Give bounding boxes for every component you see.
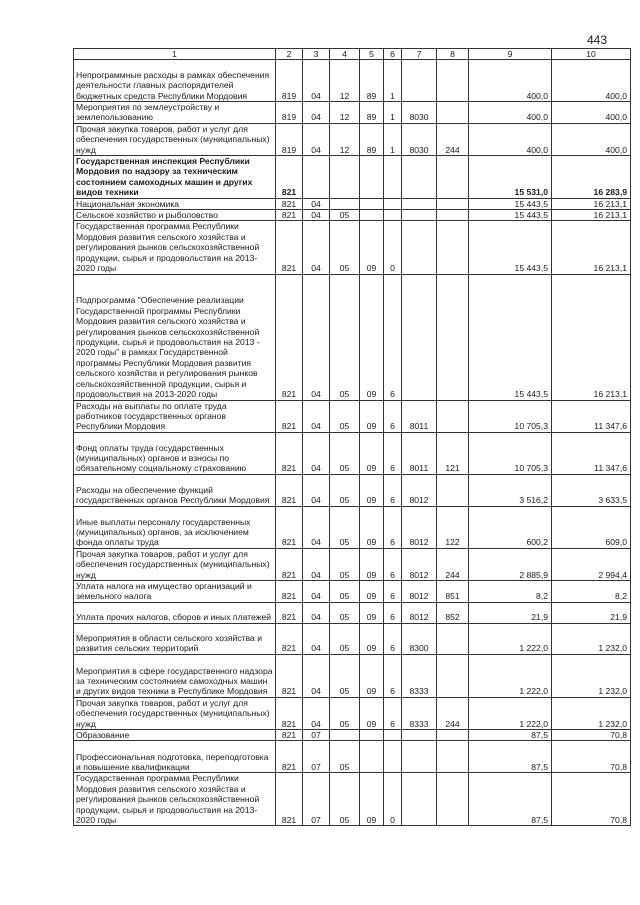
row-value-cell [437, 102, 469, 124]
row-value-cell: 09 [360, 697, 384, 729]
header-cell: 2 [276, 49, 303, 60]
row-value-cell: 400,0 [552, 60, 631, 102]
row-value-cell: 8,2 [469, 580, 552, 602]
row-value-cell: 04 [303, 198, 330, 209]
row-value-cell: 04 [303, 123, 330, 155]
row-value-cell [384, 156, 402, 199]
row-label-cell: Уплата налога на имущество организаций и земельного налога [74, 580, 276, 602]
row-value-cell: 70,8 [552, 741, 631, 773]
row-value-cell: 09 [360, 623, 384, 654]
row-value-cell [437, 729, 469, 740]
row-value-cell: 05 [330, 221, 360, 274]
row-value-cell: 8030 [402, 123, 437, 155]
header-cell: 5 [360, 49, 384, 60]
row-value-cell [437, 741, 469, 773]
header-cell: 8 [437, 49, 469, 60]
row-value-cell: 819 [276, 123, 303, 155]
row-value-cell: 05 [330, 432, 360, 474]
row-value-cell [437, 221, 469, 274]
row-value-cell: 10 705,3 [469, 400, 552, 432]
row-value-cell: 6 [384, 580, 402, 602]
row-label-cell: Государственная программа Республики Мордовия развития сельского хозяйства и регулирования рынков сельскохозяйственной продукции, сырья и продовольствия на 2013-2020 годы [74, 221, 276, 274]
row-value-cell: 8012 [402, 602, 437, 623]
row-value-cell: 11 347,6 [552, 432, 631, 474]
row-value-cell: 09 [360, 602, 384, 623]
table-row [74, 623, 631, 654]
row-value-cell [384, 729, 402, 740]
row-value-cell: 6 [384, 697, 402, 729]
row-value-cell: 1 232,0 [552, 654, 631, 697]
row-value-cell: 851 [437, 580, 469, 602]
row-value-cell: 09 [360, 548, 384, 580]
row-value-cell: 821 [276, 198, 303, 209]
row-value-cell: 04 [303, 623, 330, 654]
table-row [74, 773, 631, 826]
row-value-cell: 121 [437, 432, 469, 474]
header-cell: 1 [74, 49, 276, 60]
table-row [74, 741, 631, 773]
row-label-cell: Профессиональная подготовка, переподготовка и повышение квалификации [74, 741, 276, 773]
row-value-cell: 09 [360, 221, 384, 274]
row-value-cell [360, 156, 384, 199]
header-cell: 7 [402, 49, 437, 60]
row-label-cell: Прочая закупка товаров, работ и услуг для обеспечения государственных (муниципальных) нужд [74, 123, 276, 155]
row-value-cell: 821 [276, 474, 303, 506]
table-row [74, 60, 631, 102]
table-row [74, 474, 631, 506]
row-value-cell [437, 654, 469, 697]
table-row [74, 602, 631, 623]
row-value-cell: 6 [384, 274, 402, 400]
row-value-cell: 1 [384, 102, 402, 124]
row-value-cell [384, 198, 402, 209]
row-value-cell: 821 [276, 156, 303, 199]
row-value-cell [303, 156, 330, 199]
row-value-cell: 70,8 [552, 729, 631, 740]
row-value-cell [437, 198, 469, 209]
row-value-cell: 15 443,5 [469, 221, 552, 274]
row-value-cell: 09 [360, 506, 384, 548]
row-value-cell: 1 232,0 [552, 697, 631, 729]
row-value-cell [360, 741, 384, 773]
row-value-cell: 821 [276, 548, 303, 580]
row-label-cell: Мероприятия в области сельского хозяйства и развития сельских территорий [74, 623, 276, 654]
row-value-cell: 05 [330, 773, 360, 826]
row-value-cell: 04 [303, 697, 330, 729]
row-value-cell: 09 [360, 274, 384, 400]
row-value-cell: 04 [303, 210, 330, 221]
row-value-cell: 3 633,5 [552, 474, 631, 506]
header-cell: 4 [330, 49, 360, 60]
row-value-cell: 1 232,0 [552, 623, 631, 654]
row-value-cell: 04 [303, 580, 330, 602]
row-value-cell: 8012 [402, 506, 437, 548]
row-value-cell: 3 516,2 [469, 474, 552, 506]
row-value-cell: 05 [330, 697, 360, 729]
row-value-cell [402, 773, 437, 826]
row-value-cell: 8011 [402, 400, 437, 432]
row-value-cell: 15 443,5 [469, 210, 552, 221]
table-row [74, 654, 631, 697]
row-value-cell: 821 [276, 580, 303, 602]
row-value-cell: 09 [360, 654, 384, 697]
table-row [74, 198, 631, 209]
row-value-cell: 821 [276, 741, 303, 773]
row-value-cell: 821 [276, 274, 303, 400]
row-label-cell: Мероприятия в сфере государственного надзора за техническим состоянием самоходных машин и других видов техники в Республике Мордовия [74, 654, 276, 697]
row-value-cell: 1 [384, 60, 402, 102]
row-value-cell: 89 [360, 102, 384, 124]
row-value-cell: 8,2 [552, 580, 631, 602]
row-value-cell: 05 [330, 580, 360, 602]
row-value-cell [437, 60, 469, 102]
row-value-cell: 244 [437, 697, 469, 729]
row-value-cell [437, 474, 469, 506]
row-value-cell: 8300 [402, 623, 437, 654]
row-value-cell: 6 [384, 474, 402, 506]
row-value-cell [437, 274, 469, 400]
row-value-cell: 05 [330, 602, 360, 623]
row-value-cell: 16 213,1 [552, 210, 631, 221]
row-value-cell [330, 156, 360, 199]
row-value-cell: 05 [330, 474, 360, 506]
row-value-cell: 2 994,4 [552, 548, 631, 580]
row-value-cell: 16 213,1 [552, 274, 631, 400]
row-value-cell: 400,0 [469, 60, 552, 102]
row-label-cell: Непрограммные расходы в рамках обеспечения деятельности главных распорядителей бюджетных средств Республики Мордовия [74, 60, 276, 102]
row-value-cell: 821 [276, 623, 303, 654]
row-value-cell [384, 741, 402, 773]
table-row [74, 210, 631, 221]
row-value-cell: 1 222,0 [469, 697, 552, 729]
row-label-cell: Прочая закупка товаров, работ и услуг для обеспечения государственных (муниципальных) нужд [74, 548, 276, 580]
row-value-cell: 400,0 [552, 123, 631, 155]
row-value-cell: 821 [276, 221, 303, 274]
row-label-cell: Сельское хозяйство и рыболовство [74, 210, 276, 221]
header-cell: 10 [552, 49, 631, 60]
row-value-cell: 400,0 [469, 102, 552, 124]
row-value-cell: 07 [303, 741, 330, 773]
row-value-cell: 1 [384, 123, 402, 155]
table-row [74, 729, 631, 740]
row-value-cell: 05 [330, 654, 360, 697]
row-value-cell: 6 [384, 548, 402, 580]
row-value-cell: 05 [330, 548, 360, 580]
row-value-cell [402, 156, 437, 199]
row-value-cell [437, 623, 469, 654]
row-value-cell: 09 [360, 773, 384, 826]
row-value-cell: 0 [384, 221, 402, 274]
budget-table [73, 48, 631, 826]
row-value-cell: 05 [330, 210, 360, 221]
row-value-cell: 04 [303, 474, 330, 506]
row-value-cell: 6 [384, 623, 402, 654]
row-label-cell: Уплата прочих налогов, сборов и иных платежей [74, 602, 276, 623]
row-value-cell: 8012 [402, 580, 437, 602]
row-value-cell: 04 [303, 60, 330, 102]
row-value-cell [402, 274, 437, 400]
row-label-cell: Подпрограмма "Обеспечение реализации Государственной программы Республики Мордовия развития сельского хозяйства и регулирования рынков сельскохозяйственной продукции, сырья и продовольствия на 2013 - 2020 годы" в рамках Государственной программы Республики Мордовия развития сельского хозяйства и регулирования рынков сельскохозяйственной продукции, сырья и продовольствия на 2013-2020 годы [74, 274, 276, 400]
row-value-cell: 821 [276, 729, 303, 740]
row-value-cell [437, 156, 469, 199]
row-value-cell: 12 [330, 60, 360, 102]
row-value-cell [330, 198, 360, 209]
row-value-cell: 09 [360, 580, 384, 602]
row-value-cell: 05 [330, 274, 360, 400]
row-value-cell: 821 [276, 697, 303, 729]
row-value-cell [330, 729, 360, 740]
row-value-cell: 821 [276, 602, 303, 623]
row-value-cell: 12 [330, 102, 360, 124]
row-value-cell: 87,5 [469, 773, 552, 826]
row-value-cell [402, 221, 437, 274]
row-value-cell [437, 773, 469, 826]
row-value-cell: 89 [360, 60, 384, 102]
row-value-cell: 09 [360, 432, 384, 474]
row-value-cell [360, 210, 384, 221]
row-value-cell: 12 [330, 123, 360, 155]
row-value-cell: 122 [437, 506, 469, 548]
row-value-cell: 15 443,5 [469, 274, 552, 400]
table-row [74, 580, 631, 602]
row-value-cell: 6 [384, 400, 402, 432]
row-label-cell: Государственная программа Республики Мордовия развития сельского хозяйства и регулирования рынков сельскохозяйственной продукции, сырья и продовольствия на 2013-2020 годы [74, 773, 276, 826]
row-value-cell: 04 [303, 102, 330, 124]
row-value-cell: 821 [276, 773, 303, 826]
row-value-cell: 09 [360, 474, 384, 506]
row-value-cell: 04 [303, 548, 330, 580]
table-row [74, 432, 631, 474]
row-label-cell: Образование [74, 729, 276, 740]
table-row [74, 102, 631, 124]
row-value-cell [402, 198, 437, 209]
row-value-cell: 07 [303, 773, 330, 826]
row-value-cell: 8333 [402, 654, 437, 697]
row-value-cell [402, 60, 437, 102]
row-value-cell [384, 210, 402, 221]
row-value-cell: 8030 [402, 102, 437, 124]
row-value-cell: 04 [303, 400, 330, 432]
budget-table-body [74, 49, 631, 826]
row-label-cell: Расходы на выплаты по оплате труда работников государственных органов Республики Мордовия [74, 400, 276, 432]
row-value-cell: 21,9 [469, 602, 552, 623]
row-value-cell: 6 [384, 506, 402, 548]
row-value-cell [360, 198, 384, 209]
row-value-cell: 15 531,0 [469, 156, 552, 199]
row-value-cell: 609,0 [552, 506, 631, 548]
row-value-cell: 04 [303, 506, 330, 548]
row-value-cell: 819 [276, 102, 303, 124]
row-value-cell [437, 210, 469, 221]
table-row [74, 506, 631, 548]
row-value-cell: 1 222,0 [469, 623, 552, 654]
row-value-cell: 2 885,9 [469, 548, 552, 580]
table-row [74, 123, 631, 155]
row-value-cell: 04 [303, 274, 330, 400]
row-value-cell: 1 222,0 [469, 654, 552, 697]
table-header-row [74, 49, 631, 60]
row-value-cell: 15 443,5 [469, 198, 552, 209]
table-row [74, 400, 631, 432]
row-value-cell [402, 741, 437, 773]
row-value-cell: 8012 [402, 548, 437, 580]
row-value-cell: 600,2 [469, 506, 552, 548]
header-cell: 9 [469, 49, 552, 60]
row-value-cell: 821 [276, 400, 303, 432]
row-label-cell: Прочая закупка товаров, работ и услуг для обеспечения государственных (муниципальных) нужд [74, 697, 276, 729]
row-value-cell [402, 729, 437, 740]
row-value-cell: 8012 [402, 474, 437, 506]
row-value-cell [437, 400, 469, 432]
row-value-cell: 6 [384, 602, 402, 623]
row-value-cell: 10 705,3 [469, 432, 552, 474]
row-value-cell: 05 [330, 506, 360, 548]
row-value-cell: 16 213,1 [552, 221, 631, 274]
row-value-cell: 819 [276, 60, 303, 102]
row-value-cell: 6 [384, 432, 402, 474]
row-value-cell: 21,9 [552, 602, 631, 623]
row-value-cell: 11 347,6 [552, 400, 631, 432]
row-value-cell: 07 [303, 729, 330, 740]
row-value-cell: 05 [330, 741, 360, 773]
row-value-cell: 821 [276, 210, 303, 221]
row-label-cell: Фонд оплаты труда государственных (муниципальных) органов и взносы по обязательному социальному страхованию [74, 432, 276, 474]
header-cell: 3 [303, 49, 330, 60]
row-label-cell: Иные выплаты персоналу государственных (муниципальных) органов, за исключением фонда оплаты труда [74, 506, 276, 548]
row-label-cell: Мероприятия по землеустройству и землепользованию [74, 102, 276, 124]
row-value-cell [402, 210, 437, 221]
page-number: 443 [587, 33, 608, 47]
row-value-cell: 852 [437, 602, 469, 623]
row-value-cell: 8333 [402, 697, 437, 729]
table-row [74, 274, 631, 400]
row-value-cell: 821 [276, 654, 303, 697]
row-value-cell: 400,0 [469, 123, 552, 155]
row-value-cell: 05 [330, 623, 360, 654]
table-row [74, 221, 631, 274]
row-value-cell: 04 [303, 654, 330, 697]
row-value-cell: 244 [437, 548, 469, 580]
row-value-cell: 04 [303, 602, 330, 623]
row-value-cell: 70,8 [552, 773, 631, 826]
row-value-cell: 87,5 [469, 741, 552, 773]
row-value-cell: 244 [437, 123, 469, 155]
row-label-cell: Национальная экономика [74, 198, 276, 209]
header-cell: 6 [384, 49, 402, 60]
row-value-cell: 16 283,9 [552, 156, 631, 199]
row-value-cell: 87,5 [469, 729, 552, 740]
row-value-cell: 16 213,1 [552, 198, 631, 209]
row-value-cell: 09 [360, 400, 384, 432]
table-row [74, 156, 631, 199]
table-row [74, 697, 631, 729]
row-value-cell [360, 729, 384, 740]
row-value-cell: 04 [303, 221, 330, 274]
row-value-cell: 6 [384, 654, 402, 697]
row-value-cell: 821 [276, 506, 303, 548]
row-value-cell: 0 [384, 773, 402, 826]
row-value-cell: 89 [360, 123, 384, 155]
row-label-cell: Государственная инспекция Республики Мордовия по надзору за техническим состоянием самоходных машин и других видов техники [74, 156, 276, 199]
row-value-cell: 400,0 [552, 102, 631, 124]
row-value-cell: 04 [303, 432, 330, 474]
row-label-cell: Расходы на обеспечение функций государственных органов Республики Мордовия [74, 474, 276, 506]
table-row [74, 548, 631, 580]
row-value-cell: 8011 [402, 432, 437, 474]
row-value-cell: 821 [276, 432, 303, 474]
row-value-cell: 05 [330, 400, 360, 432]
